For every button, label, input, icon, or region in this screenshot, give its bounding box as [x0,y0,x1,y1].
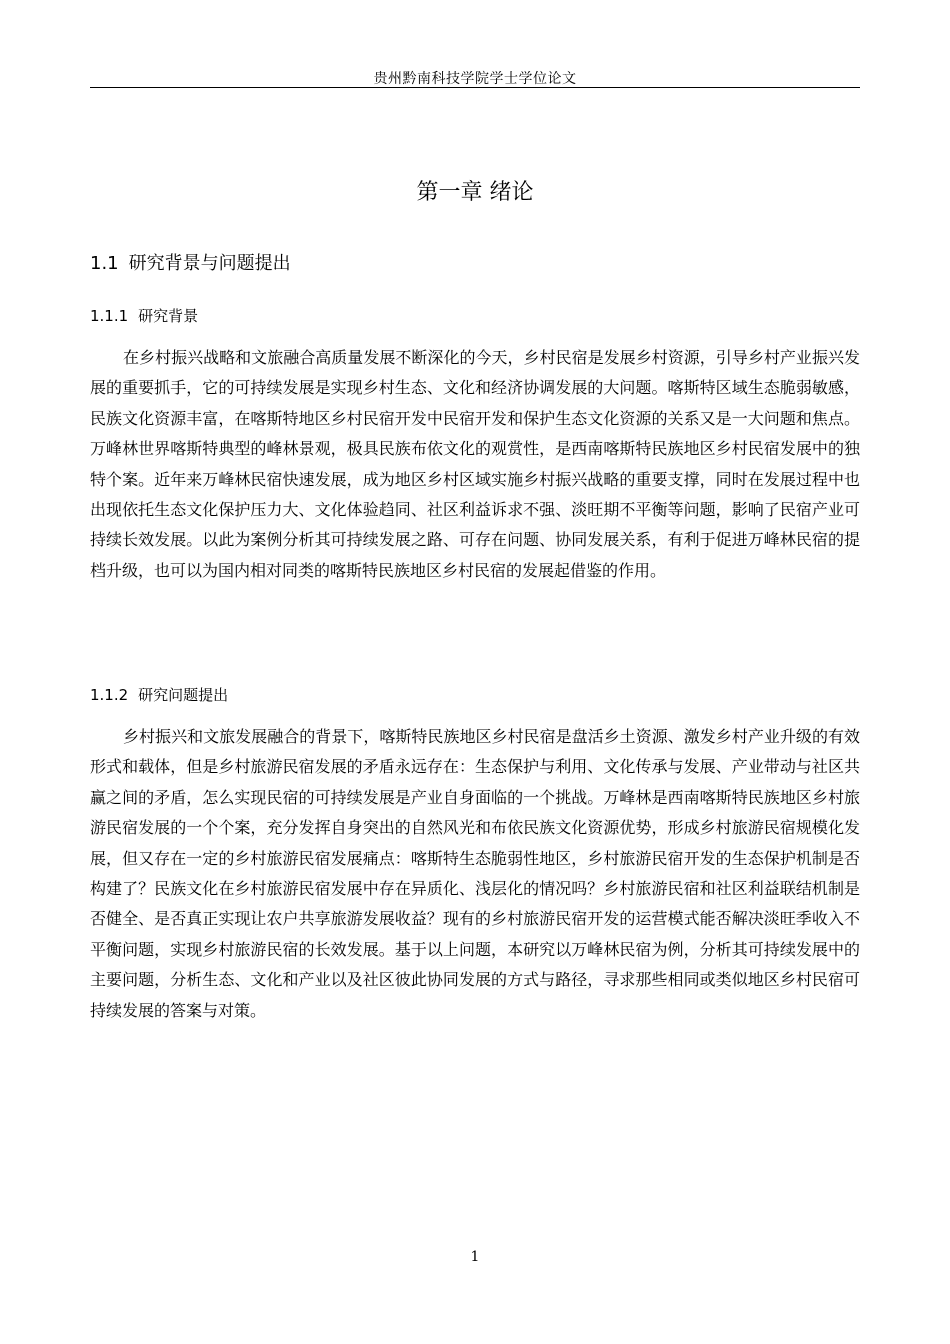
page-number: 1 [470,1249,480,1265]
body-paragraph: 乡村振兴和文旅发展融合的背景下，喀斯特民族地区乡村民宿是盘活乡土资源、激发乡村产业升级的有效形式和载体，但是乡村旅游民宿发展的矛盾永远存在：生态保护与利用、文化传承与发展、产业带动与社区共赢之间的矛盾，怎么实现民宿的可持续发展是产业自身面临的一个挑战。万峰林是西南喀斯特民族地区乡村旅游民宿发展的一个个案，充分发挥自身突出的自然风光和布依民族文化资源优势，形成乡村旅游民宿规模化发展，但又存在一定的乡村旅游民宿发展痛点：喀斯特生态脆弱性地区，乡村旅游民宿开发的生态保护机制是否构建了？民族文化在乡村旅游民宿发展中存在异质化、浅层化的情况吗？乡村旅游民宿和社区利益联结机制是否健全、是否真正实现让农户共享旅游发展收益？现有的乡村旅游民宿开发的运营模式能否解决淡旺季收入不平衡问题，实现乡村旅游民宿的长效发展。基于以上问题，本研究以万峰林民宿为例，分析其可持续发展中的主要问题，分析生态、文化和产业以及社区彼此协同发展的方式与路径，寻求那些相同或类似地区乡村民宿可持续发展的答案与对策。 [90,727,860,1020]
section-number: 1.1 [90,253,119,274]
subsection-heading [90,684,860,706]
subsection-number: 1.1.2 [90,686,129,704]
section-title: 研究背景与问题提出 [128,253,291,274]
subsection-title: 研究问题提出 [138,686,229,704]
chapter-title: 第一章 绪论 [416,180,534,205]
subsection-number: 1.1.1 [90,307,129,325]
header-divider [90,87,860,88]
running-header: 贵州黔南科技学院学士学位论文 [373,71,577,87]
subsection-heading [90,305,860,327]
body-paragraph: 在乡村振兴战略和文旅融合高质量发展不断深化的今天，乡村民宿是发展乡村资源，引导乡村产业振兴发展的重要抓手，它的可持续发展是实现乡村生态、文化和经济协调发展的大问题。喀斯特区域生态脆弱敏感，民族文化资源丰富，在喀斯特地区乡村民宿开发中民宿开发和保护生态文化资源的关系又是一大问题和焦点。万峰林世界喀斯特典型的峰林景观，极具民族布依文化的观赏性，是西南喀斯特民族地区乡村民宿发展中的独特个案。近年来万峰林民宿快速发展，成为地区乡村区域实施乡村振兴战略的重要支撑，同时在发展过程中也出现依托生态文化保护压力大、文化体验趋同、社区利益诉求不强、淡旺期不平衡等问题，影响了民宿产业可持续长效发展。以此为案例分析其可持续发展之路、可存在问题、协同发展关系，有利于促进万峰林民宿的提档升级，也可以为国内相对同类的喀斯特民族地区乡村民宿的发展起借鉴的作用。 [90,348,860,580]
section-heading [90,251,860,277]
subsection-title: 研究背景 [138,307,199,325]
